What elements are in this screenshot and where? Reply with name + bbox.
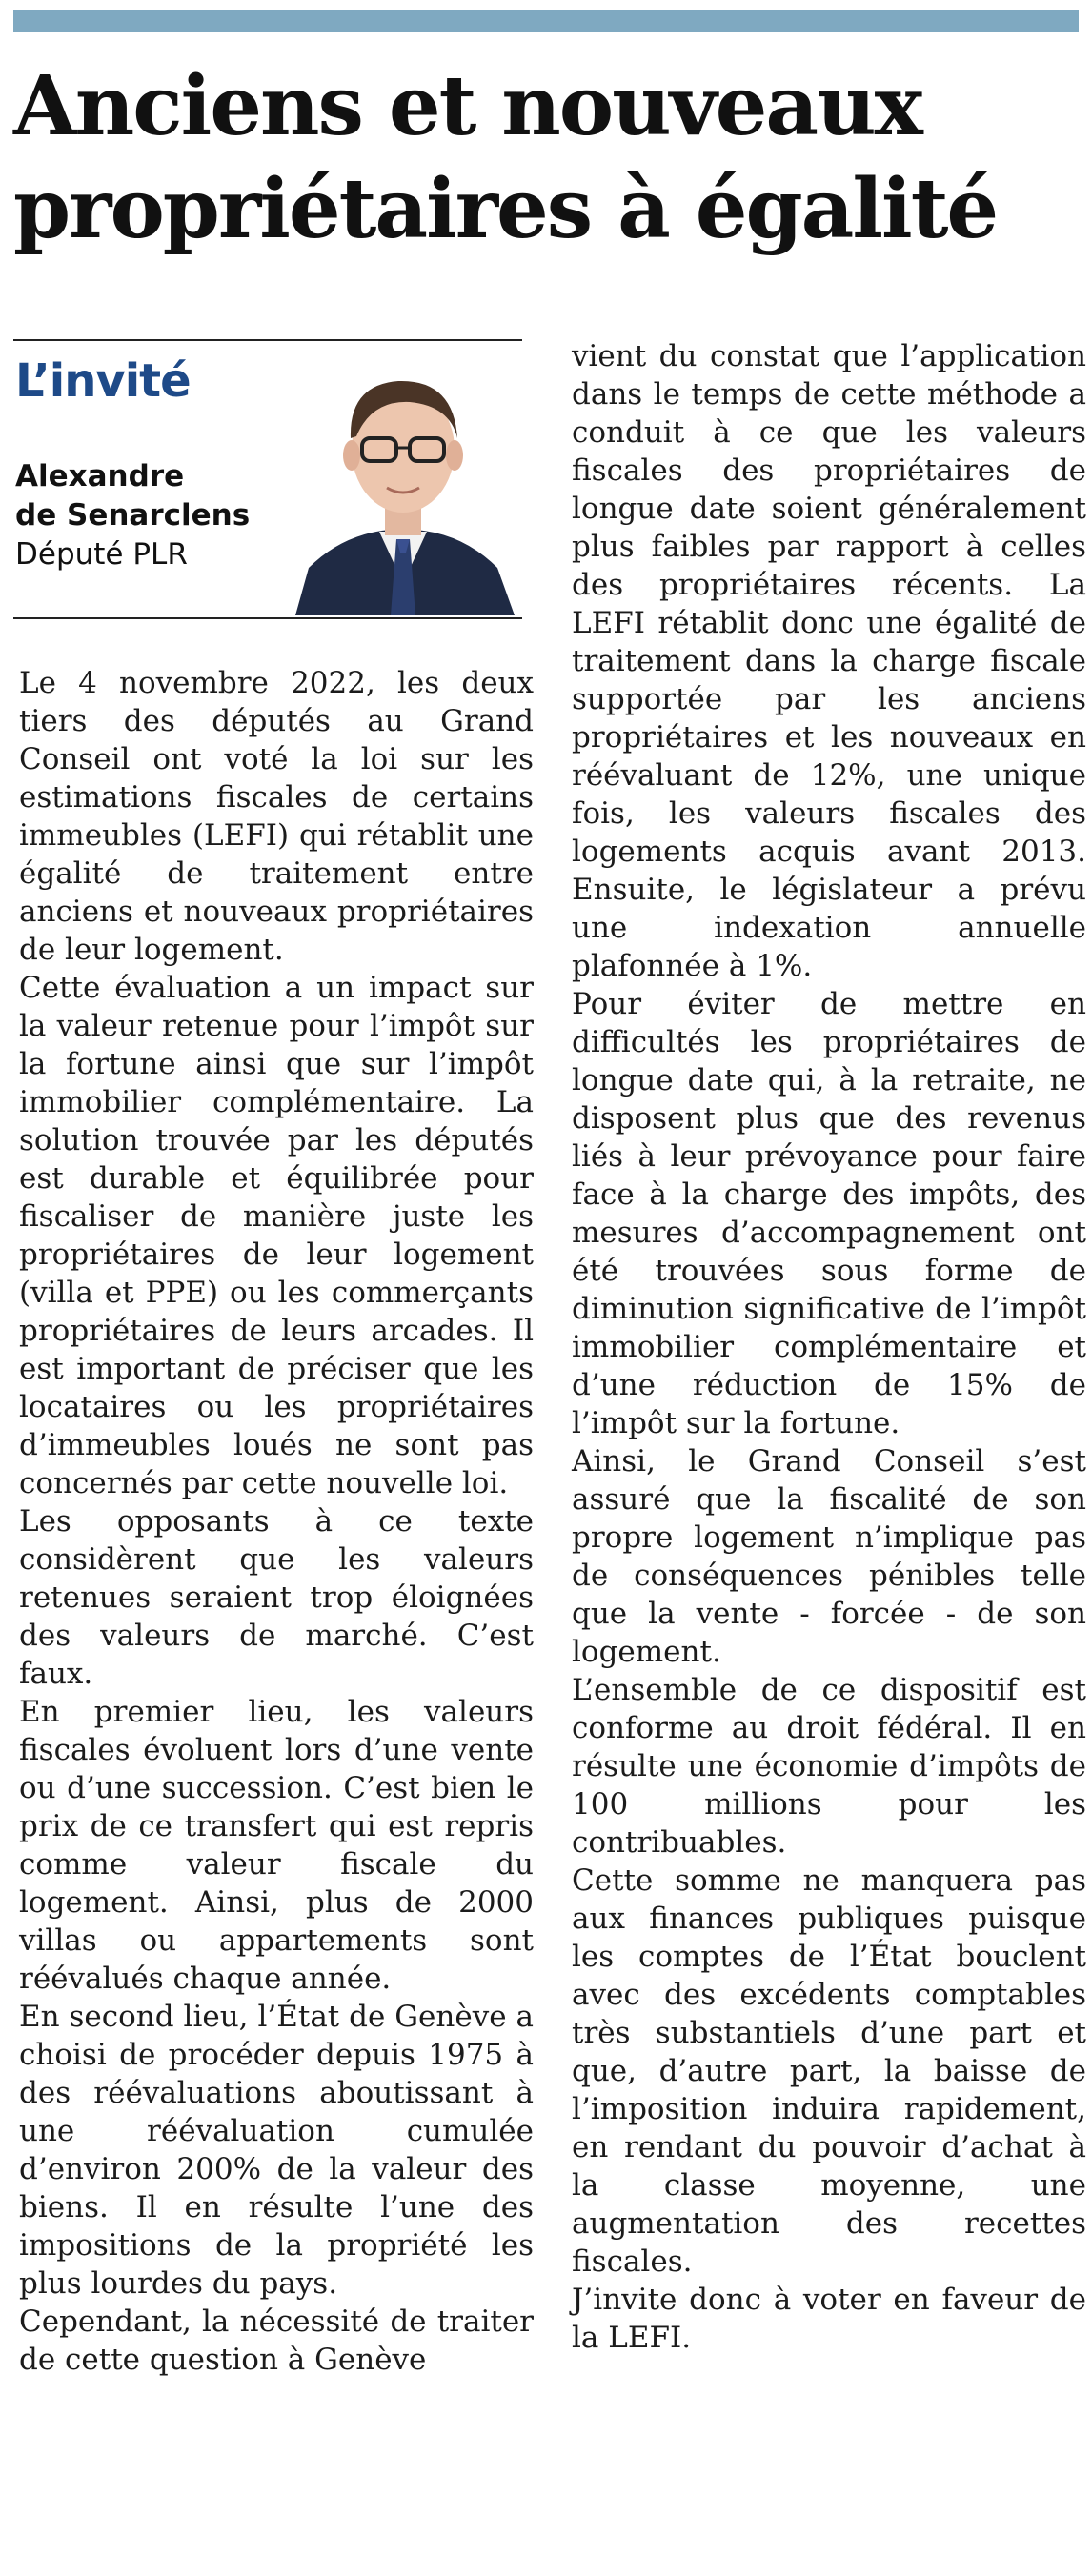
paragraph: Pour éviter de mettre en difficultés les propriétaires de longue date qui, à la retraite, ne disposent plus que des revenus liés à leur prévoyance pour faire face à la charge des impôts, des mesures d’accompagnement ont été trouvées sous forme de diminution significative de l’impôt immobilier complémentaire et d’une réduction de 15% de l’impôt sur la fortune.: [572, 987, 1086, 1440]
paragraph: vient du constat que l’application dans le temps de cette méthode a conduit à ce que les valeurs fiscales des propriétaires de longue date soient généralement plus faibles par rapport à celles des propriétaires récents. La LEFI rétablit donc une égalité de traitement dans la charge fiscale supportée par les anciens propriétaires et les nouveaux en réévaluant de 12%, une unique fois, les valeurs fiscales des logements acquis avant 2013. Ensuite, le législateur a prévu une indexation annuelle plafonnée à 1%.: [572, 339, 1086, 983]
rubric-label: L’invité: [15, 354, 191, 408]
author-role: Député PLR: [15, 537, 188, 572]
paragraph: J’invite donc à voter en faveur de la LEFI.: [572, 2283, 1086, 2355]
author-first-name: Alexandre: [15, 459, 185, 493]
paragraph: En second lieu, l’État de Genève a choisi de procéder depuis 1975 à des réévaluations aboutissant à une réévaluation cumulée d’environ 200% de la valeur des biens. Il en résulte l’une des impositions de la propriété les plus lourdes du pays.: [19, 2000, 534, 2301]
paragraph: Les opposants à ce texte considèrent que les valeurs retenues seraient trop éloignées des valeurs de marché. C’est faux.: [19, 1504, 534, 1691]
author-portrait: [286, 343, 520, 615]
article-title: Anciens et nouveaux propriétaires à égalité: [13, 58, 998, 257]
top-color-bar: [13, 10, 1079, 32]
paragraph: Cette évaluation a un impact sur la valeur retenue pour l’impôt sur la fortune ainsi que sur l’impôt immobilier complémentaire. La solution trouvée par les députés est durable et équilibrée pour fiscaliser de manière juste les propriétaires de leur logement (villa et PPE) ou les commerçants propriétaires de leurs arcades. Il est important de préciser que les locataires ou les propriétaires d’immeubles loués ne sont pas concernés par cette nouvelle loi.: [19, 971, 534, 1500]
paragraph: En premier lieu, les valeurs fiscales évoluent lors d’une vente ou d’une succession. C’est bien le prix de ce transfert qui est repris comme valeur fiscale du logement. Ainsi, plus de 2000 villas ou appartements sont réévalués chaque année.: [19, 1695, 534, 1996]
paragraph: Cependant, la nécessité de traiter de cette question à Genève: [19, 2304, 534, 2377]
author-name: [15, 457, 282, 535]
body-column-left: [19, 664, 534, 2560]
author-last-name: de Senarclens: [15, 498, 251, 533]
paragraph: Le 4 novembre 2022, les deux tiers des députés au Grand Conseil ont voté la loi sur les estimations fiscales de certains immeubles (LEFI) qui rétablit une égalité de traitement entre anciens et nouveaux propriétaires de leur logement.: [19, 666, 534, 967]
guest-box: [13, 339, 522, 619]
body-column-right: [572, 337, 1086, 2566]
paragraph: Ainsi, le Grand Conseil s’est assuré que la fiscalité de son propre logement n’implique pas de conséquences pénibles telle que la vente - forcée - de son logement.: [572, 1444, 1086, 1669]
paragraph: Cette somme ne manquera pas aux finances publiques puisque les comptes de l’État bouclent avec des excédents comptables très substantiels d’une part et que, d’autre part, la baisse de l’imposition induira rapidement, en rendant du pouvoir d’achat à la classe moyenne, une augmentation des recettes fiscales.: [572, 1863, 1086, 2279]
paragraph: L’ensemble de ce dispositif est conforme au droit fédéral. Il en résulte une économie d’impôts de 100 millions pour les contribuables.: [572, 1673, 1086, 1860]
